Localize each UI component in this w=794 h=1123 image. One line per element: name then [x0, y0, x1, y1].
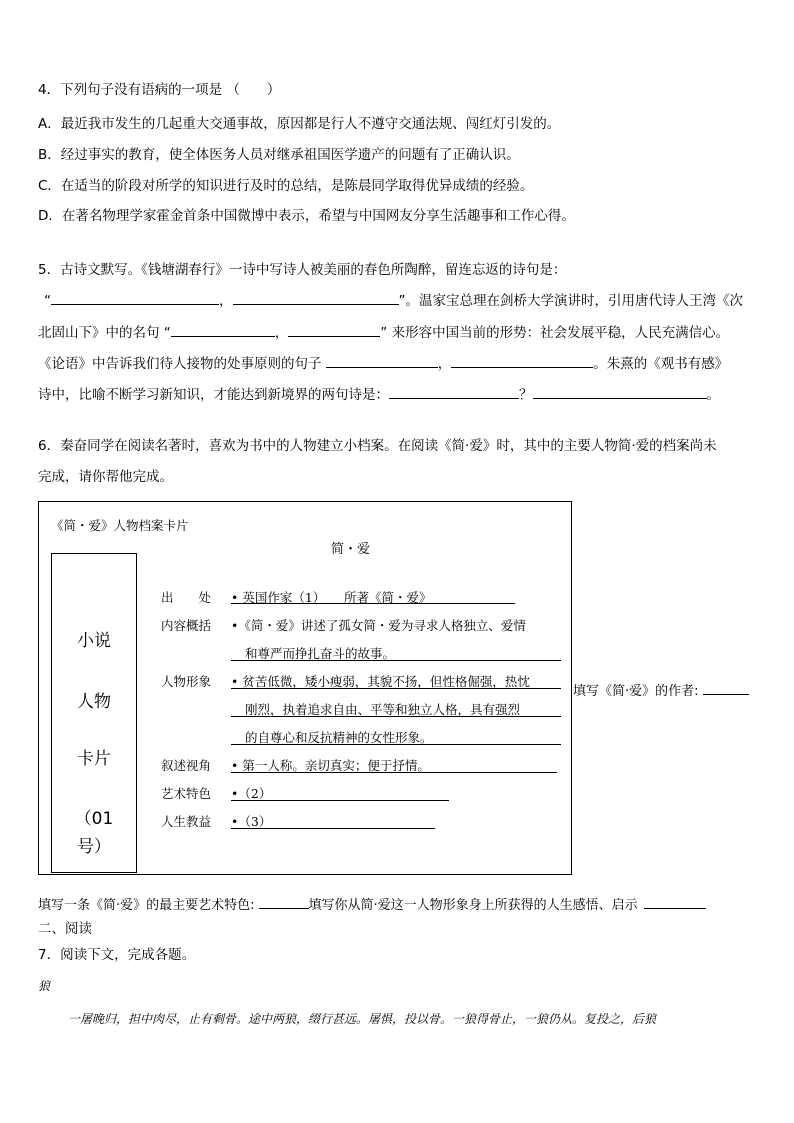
side-text-3: 卡片 — [77, 749, 111, 769]
row-value-image-2: 刚烈，执着追求自由、平等和独立人格，具有强烈 — [245, 702, 521, 717]
passage-line-1: 一屠晚归，担中肉尽，止有剩骨。途中两狼，缀行甚远。屠惧，投以骨。一狼得骨止，一狼仍从。复投之，后狼 — [68, 1012, 657, 1026]
q7-stem: 7．阅读下文，完成各题。 — [38, 947, 196, 963]
q5-blank-4[interactable] — [288, 322, 380, 337]
q5-blank-6[interactable] — [451, 353, 593, 368]
q5-line5 — [38, 384, 720, 405]
q5-line2 — [38, 290, 743, 311]
q6-stem-line2: 完成，请你帮他完成。 — [38, 469, 173, 485]
q5-blank-8[interactable] — [533, 384, 707, 399]
row-underline — [231, 828, 435, 829]
character-file-card — [38, 501, 572, 875]
fill-lesson-prompt: 填写你从简·爱这一人物形象身上所获得的人生感悟、启示 — [308, 898, 638, 913]
q4-option-a: A．最近我市发生的几起重大交通事故，原因都是行人不遵守交通法规、闯红灯引发的。 — [38, 116, 561, 132]
row-value-art: •（2） — [231, 786, 272, 801]
row-value-summary-1: •《简・爱》讲述了孤女简・爱为寻求人格独立、爱情 — [231, 618, 526, 633]
row-value-lesson: •（3） — [231, 814, 272, 829]
side-text-2: 人物 — [77, 692, 111, 712]
card-character-name: 简・爱 — [331, 542, 371, 557]
q5-line3 — [38, 322, 729, 343]
row-underline — [231, 716, 561, 717]
lesson-answer-blank[interactable] — [644, 894, 706, 909]
q4-option-c: C．在适当的阶段对所学的知识进行及时的总结，是陈晨同学取得优异成绩的经验。 — [38, 178, 534, 194]
q5-comma: ， — [219, 293, 233, 309]
q5-line3-tail: ” 来形容中国当前的形势：社会发展平稳，人民充满信心。 — [380, 325, 730, 341]
q5-line5-head: 诗中，比喻不断学习新知识，才能达到新境界的两句诗是： — [38, 387, 389, 403]
row-value-perspective: • 第一人称。亲切真实；便于抒情。 — [231, 758, 430, 773]
q4-option-b: B．经过事实的教育，使全体医务人员对继承祖国医学遗产的问题有了正确认识。 — [38, 147, 520, 163]
row-value-image-3: 的自尊心和反抗精神的女性形象。 — [245, 730, 433, 745]
q5-blank-1[interactable] — [51, 290, 219, 305]
author-answer-blank[interactable] — [703, 680, 749, 695]
row-underline — [231, 800, 449, 801]
row-underline — [231, 744, 561, 745]
q5-blank-7[interactable] — [389, 384, 519, 399]
q5-period: 。 — [706, 387, 720, 403]
row-label-summary: 内容概括 — [161, 618, 212, 633]
q5-blank-5[interactable] — [326, 353, 438, 368]
q5-line4-tail: 。朱熹的《观书有感》 — [593, 356, 729, 372]
art-answer-blank[interactable] — [259, 894, 309, 909]
q6-fill-row — [38, 894, 706, 916]
row-label-lesson: 人生教益 — [161, 814, 212, 829]
row-label-image: 人物形象 — [161, 674, 212, 689]
q5-stem: 5．古诗文默写。《钱塘湖春行》一诗中写诗人被美丽的春色所陶醉，留连忘返的诗句是： — [38, 262, 567, 278]
row-value-source: • 英国作家（1） 所著《简・爱》 — [231, 590, 432, 605]
card-title: 《简・爱》人物档案卡片 — [51, 518, 189, 533]
q5-line4-head: 《论语》中告诉我们待人接物的处事原则的句子 — [38, 356, 326, 372]
row-label-art: 艺术特色 — [161, 786, 212, 801]
q5-line3-head: 北固山下》中的名句 “ — [38, 325, 171, 341]
row-underline — [231, 688, 561, 689]
row-underline — [231, 772, 557, 773]
row-value-summary-2: 和尊严而挣扎奋斗的故事。 — [245, 646, 396, 661]
q5-question-mark: ？ — [519, 387, 533, 403]
q5-line4 — [38, 353, 728, 374]
q5-comma: ， — [274, 325, 289, 341]
card-side-label — [51, 553, 137, 873]
q6-stem-line1: 6．秦奋同学在阅读名著时，喜欢为书中的人物建立小档案。在阅读《简·爱》时，其中的主要人物简·爱的档案尚未 — [38, 438, 717, 454]
q4-option-d: D．在著名物理学家霍金首条中国微博中表示，希望与中国网友分享生活趣事和工作心得。 — [38, 208, 575, 224]
q5-comma: ， — [437, 356, 452, 372]
q5-line2-tail: ”。温家宝总理在剑桥大学演讲时，引用唐代诗人王湾《次 — [398, 293, 743, 309]
side-text-1: 小说 — [77, 631, 111, 651]
row-value-image-1: • 贫苦低微，矮小瘦弱，其貌不扬，但性格倔强，热忱 — [231, 674, 530, 689]
row-underline — [231, 660, 561, 661]
fill-author-prompt: 填写《简·爱》的作者: — [573, 684, 699, 699]
row-label-source: 出 处 — [161, 590, 212, 605]
row-label-perspective: 叙述视角 — [161, 758, 212, 773]
q4-stem: 4．下列句子没有语病的一项是 （ ） — [38, 82, 281, 98]
q6-fill-author — [573, 680, 749, 702]
side-text-4: （01 — [74, 809, 114, 829]
section-heading-reading: 二、阅读 — [38, 921, 92, 937]
side-text-5: 号） — [77, 837, 111, 857]
q5-blank-2[interactable] — [233, 290, 399, 305]
q5-open-quote: “ — [44, 293, 51, 309]
row-underline — [231, 603, 515, 604]
q5-blank-3[interactable] — [171, 322, 275, 337]
passage-title: 狼 — [38, 979, 51, 993]
fill-art-prompt: 填写一条《简·爱》的最主要艺术特色: — [38, 898, 255, 913]
